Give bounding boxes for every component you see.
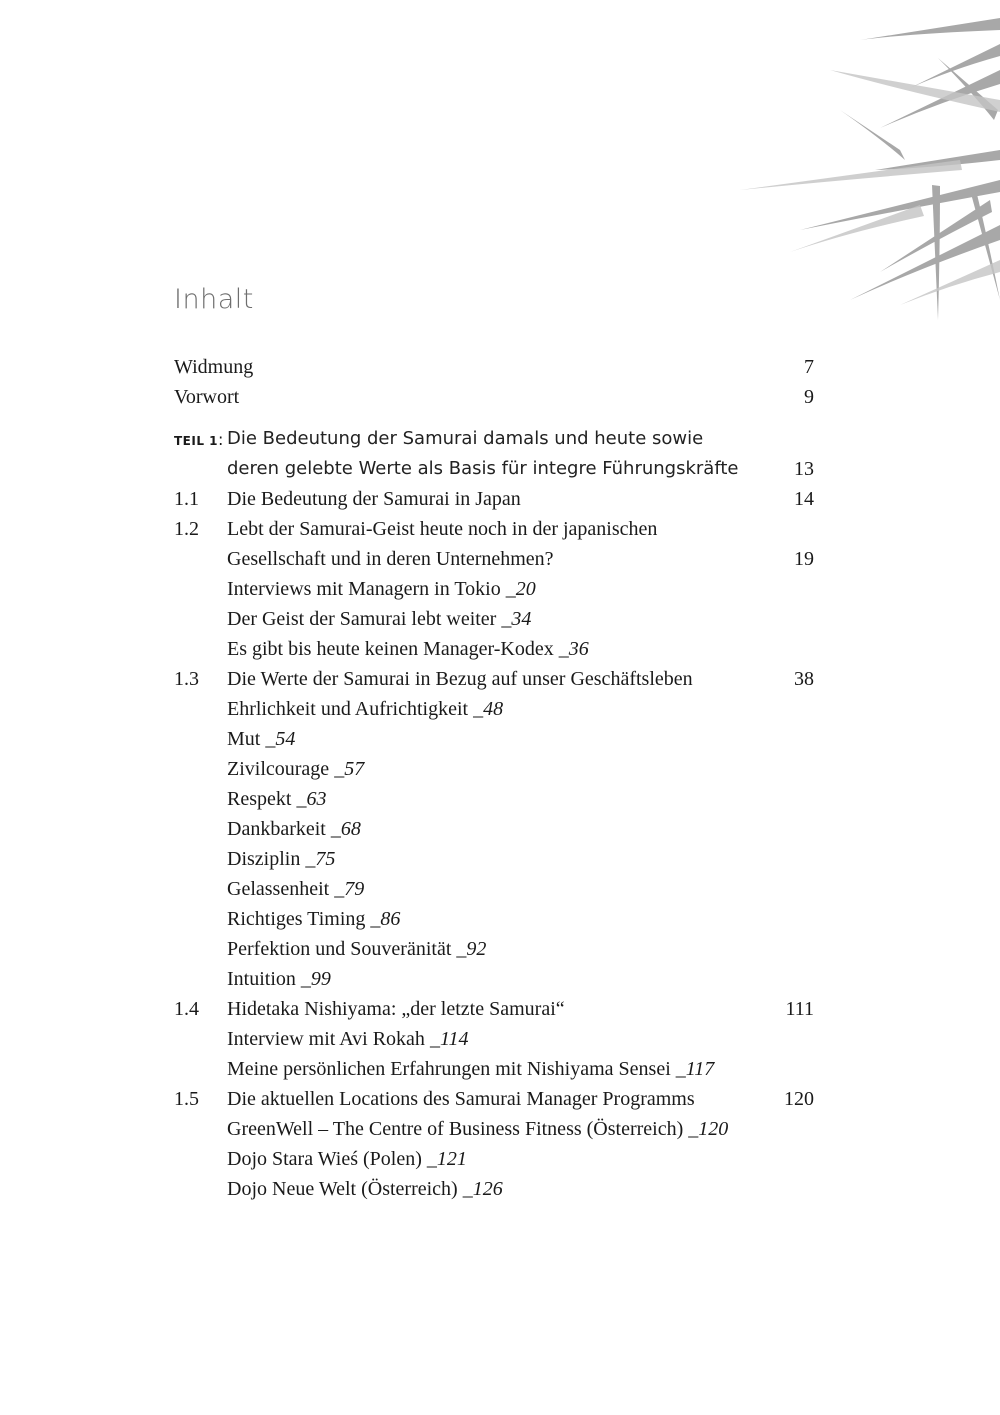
subentry-page: 99 <box>310 968 331 990</box>
section-number: 1.2 <box>174 518 199 540</box>
subentry-text <box>227 574 536 604</box>
subentry-title: Interviews mit Managern in Tokio <box>227 578 501 600</box>
page-title: Inhalt <box>174 284 254 315</box>
entry-page: 7 <box>804 356 814 378</box>
subentry-page: 63 <box>306 788 327 810</box>
section-number: 1.1 <box>174 488 199 510</box>
toc-subentry[interactable] <box>174 874 814 904</box>
toc-subentry[interactable] <box>174 934 814 964</box>
subentry-text <box>227 1174 503 1204</box>
entry-page: 9 <box>804 386 814 408</box>
subentry-text <box>227 634 589 664</box>
subentry-title: Respekt <box>227 788 292 810</box>
subentry-separator: _ <box>505 578 516 600</box>
subentry-text <box>227 874 364 904</box>
subentry-text <box>227 844 335 874</box>
subentry-text <box>227 1144 467 1174</box>
subentry-page: 92 <box>466 938 487 960</box>
toc-part-1-cont <box>174 454 814 484</box>
subentry-separator: _ <box>558 638 569 660</box>
subentry-page: 126 <box>472 1178 503 1200</box>
subentry-title: Gelassenheit <box>227 878 330 900</box>
toc-part-1[interactable] <box>174 424 814 454</box>
subentry-page: 114 <box>439 1028 469 1050</box>
table-of-contents <box>174 352 814 1204</box>
subentry-separator: _ <box>462 1178 473 1200</box>
toc-section-1-2-cont <box>174 544 814 574</box>
subentry-page: 117 <box>685 1058 715 1080</box>
subentry-text <box>227 1024 468 1054</box>
subentry-separator: _ <box>429 1028 440 1050</box>
part-label: TEIL 1: <box>174 430 224 449</box>
subentry-title: Mut <box>227 728 261 750</box>
section-title-line2: Gesellschaft und in deren Unternehmen? <box>227 548 554 570</box>
entry-title: Widmung <box>174 356 254 378</box>
toc-subentry[interactable] <box>174 904 814 934</box>
subentry-title: Dojo Stara Wieś (Polen) <box>227 1148 422 1170</box>
subentry-separator: _ <box>688 1118 699 1140</box>
subentry-separator: _ <box>296 788 307 810</box>
subentry-title: GreenWell – The Centre of Business Fitness (Österreich) <box>227 1118 684 1140</box>
toc-entry-widmung[interactable] <box>174 352 814 382</box>
subentry-separator: _ <box>305 848 316 870</box>
subentry-text <box>227 724 295 754</box>
subentry-separator: _ <box>675 1058 686 1080</box>
toc-subentry[interactable] <box>174 1024 814 1054</box>
entry-page: 38 <box>794 668 814 690</box>
entry-page: 14 <box>794 488 814 510</box>
subentry-page: 57 <box>344 758 365 780</box>
subentry-page: 120 <box>698 1118 729 1140</box>
subentry-separator: _ <box>330 818 341 840</box>
subentry-text <box>227 814 361 844</box>
subentry-text <box>227 1054 714 1084</box>
section-number: 1.4 <box>174 998 199 1020</box>
subentry-text <box>227 1114 728 1144</box>
toc-subentry[interactable] <box>174 1144 814 1174</box>
entry-title: Vorwort <box>174 386 240 408</box>
toc-subentry[interactable] <box>174 634 814 664</box>
subentry-title: Interview mit Avi Rokah <box>227 1028 425 1050</box>
section-title: Die Bedeutung der Samurai in Japan <box>227 488 521 510</box>
toc-subentry[interactable] <box>174 1054 814 1084</box>
subentry-title: Ehrlichkeit und Aufrichtigkeit <box>227 698 469 720</box>
subentry-text <box>227 604 531 634</box>
subentry-text <box>227 754 364 784</box>
toc-subentry[interactable] <box>174 844 814 874</box>
subentry-separator: _ <box>334 878 345 900</box>
subentry-separator: _ <box>370 908 381 930</box>
subentry-text <box>227 904 400 934</box>
toc-section-1-2[interactable] <box>174 514 814 544</box>
toc-section-1-3[interactable] <box>174 664 814 694</box>
subentry-separator: _ <box>456 938 467 960</box>
section-title: Hidetaka Nishiyama: „der letzte Samurai“ <box>227 998 565 1020</box>
subentry-text <box>227 964 331 994</box>
subentry-page: 36 <box>568 638 589 660</box>
subentry-title: Es gibt bis heute keinen Manager-Kodex <box>227 638 554 660</box>
subentry-title: Richtiges Timing <box>227 908 366 930</box>
subentry-text <box>227 784 326 814</box>
toc-entry-vorwort[interactable] <box>174 382 814 412</box>
entry-page: 111 <box>785 998 814 1020</box>
subentry-title: Dankbarkeit <box>227 818 326 840</box>
subentry-separator: _ <box>300 968 311 990</box>
toc-subentry[interactable] <box>174 964 814 994</box>
part-title-line2: deren gelebte Werte als Basis für integre Führungskräfte <box>227 458 739 479</box>
subentry-page: 79 <box>344 878 365 900</box>
toc-subentry[interactable] <box>174 1114 814 1144</box>
section-title: Die aktuellen Locations des Samurai Manager Programms <box>227 1088 695 1110</box>
toc-subentry[interactable] <box>174 1174 814 1204</box>
toc-subentry[interactable] <box>174 724 814 754</box>
section-title-line1: Lebt der Samurai-Geist heute noch in der japanischen <box>227 518 658 540</box>
toc-section-1-5[interactable] <box>174 1084 814 1114</box>
toc-subentry[interactable] <box>174 784 814 814</box>
toc-subentry[interactable] <box>174 574 814 604</box>
subentry-title: Dojo Neue Welt (Österreich) <box>227 1178 458 1200</box>
subentry-separator: _ <box>265 728 276 750</box>
section-number: 1.5 <box>174 1088 199 1110</box>
subentry-page: 86 <box>380 908 401 930</box>
subentry-text <box>227 934 486 964</box>
subentry-page: 20 <box>515 578 536 600</box>
subentry-title: Disziplin <box>227 848 301 870</box>
subentry-text <box>227 694 503 724</box>
subentry-separator: _ <box>334 758 345 780</box>
subentry-title: Meine persönlichen Erfahrungen mit Nishiyama Sensei <box>227 1058 671 1080</box>
subentry-separator: _ <box>426 1148 437 1170</box>
section-number: 1.3 <box>174 668 199 690</box>
toc-subentry[interactable] <box>174 754 814 784</box>
toc-section-1-4[interactable] <box>174 994 814 1024</box>
toc-subentry[interactable] <box>174 694 814 724</box>
subentry-title: Perfektion und Souveränität <box>227 938 452 960</box>
subentry-page: 54 <box>275 728 296 750</box>
subentry-page: 34 <box>511 608 532 630</box>
toc-subentry[interactable] <box>174 814 814 844</box>
subentry-title: Der Geist der Samurai lebt weiter <box>227 608 497 630</box>
bamboo-leaves-icon <box>700 0 1000 320</box>
subentry-page: 75 <box>315 848 336 870</box>
subentry-separator: _ <box>473 698 484 720</box>
part-title-line1: Die Bedeutung der Samurai damals und heute sowie <box>227 428 704 449</box>
subentry-separator: _ <box>501 608 512 630</box>
subentry-page: 121 <box>436 1148 467 1170</box>
toc-section-1-1[interactable] <box>174 484 814 514</box>
toc-subentry[interactable] <box>174 604 814 634</box>
subentry-page: 68 <box>340 818 361 840</box>
entry-page: 120 <box>784 1088 814 1110</box>
subentry-title: Zivilcourage <box>227 758 330 780</box>
subentry-page: 48 <box>483 698 504 720</box>
subentry-title: Intuition <box>227 968 296 990</box>
section-title: Die Werte der Samurai in Bezug auf unser Geschäftsleben <box>227 668 693 690</box>
entry-page: 13 <box>794 458 814 480</box>
entry-page: 19 <box>794 548 814 570</box>
